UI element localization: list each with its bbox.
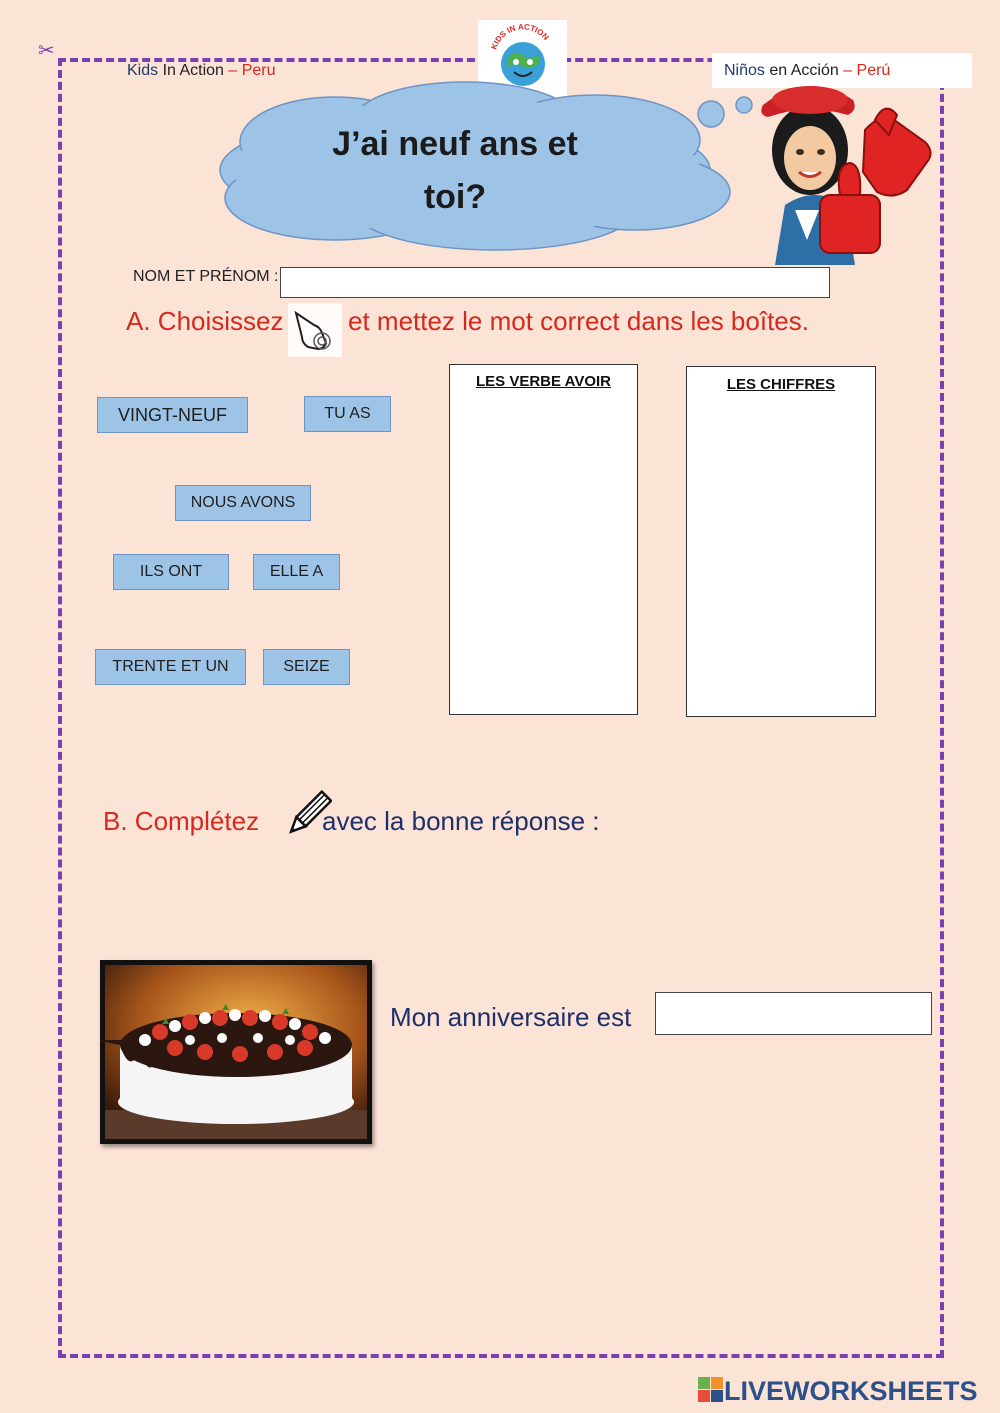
word-chip-nous-avons[interactable]: NOUS AVONS <box>175 485 311 521</box>
header-left-text: Kids In Action – Peru <box>127 62 276 79</box>
name-input[interactable] <box>280 267 830 298</box>
header-right-text: Niños en Acción – Perú <box>724 62 891 79</box>
birthday-answer-input[interactable] <box>655 992 932 1035</box>
word-chip-elle-a[interactable]: ELLE A <box>253 554 340 590</box>
section-b-heading: B. Complétez <box>103 806 260 836</box>
word-chip-vingt-neuf[interactable]: VINGT-NEUF <box>97 397 248 433</box>
word-chip-seize[interactable]: SEIZE <box>263 649 350 685</box>
drop-box-verbe-avoir[interactable] <box>449 364 638 715</box>
liveworksheets-logo: LIVEWORKSHEETS <box>698 1376 978 1407</box>
scissors-icon: ✂ <box>38 40 55 62</box>
page-title: J’ai neuf ans et toi? <box>332 125 578 216</box>
section-a-instruction: et mettez le mot correct dans les boîtes. <box>348 306 809 336</box>
drop-box-title: LES VERBE AVOIR <box>475 373 612 390</box>
name-field-label: NOM ET PRÉNOM : <box>133 268 279 285</box>
logo-lettering: KIDS IN ACTION <box>489 22 551 51</box>
pointer-hand-icon <box>288 303 342 357</box>
drop-box-title: LES CHIFFRES <box>726 376 836 393</box>
word-chip-trente-et-un[interactable]: TRENTE ET UN <box>95 649 246 685</box>
drop-box-chiffres[interactable] <box>686 366 876 717</box>
section-a-heading: A. Choisissez <box>126 306 284 336</box>
teacher-avatar <box>755 80 940 265</box>
word-chip-tu-as[interactable]: TU AS <box>304 396 391 432</box>
section-b-instruction: avec la bonne réponse : <box>322 806 600 836</box>
liveworksheets-logo-icon <box>698 1377 724 1403</box>
word-chip-ils-ont[interactable]: ILS ONT <box>113 554 229 590</box>
birthday-sentence: Mon anniversaire est <box>390 1002 632 1032</box>
birthday-cake-image <box>100 960 372 1144</box>
